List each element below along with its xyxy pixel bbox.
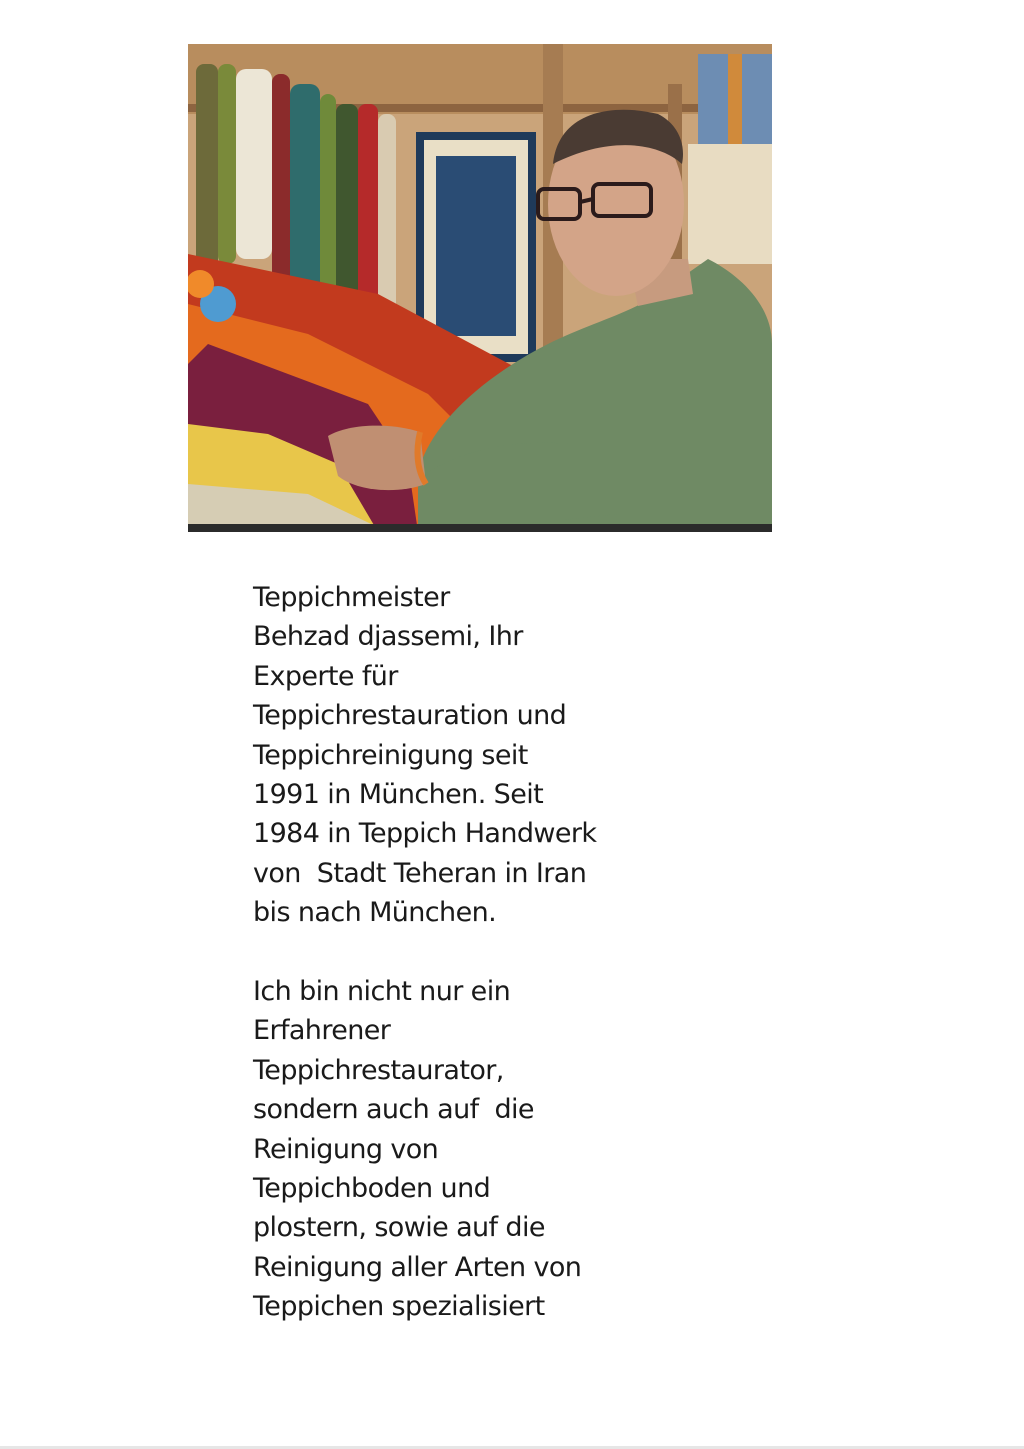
about-text xyxy=(253,578,653,1327)
paragraph-spacer xyxy=(253,933,653,972)
intro-paragraph xyxy=(253,578,653,933)
text-line: Reinigung aller Arten von xyxy=(253,1251,582,1283)
text-line: Teppichboden und xyxy=(253,1173,491,1205)
text-line: Experte für xyxy=(253,660,398,692)
text-line: Teppichreinigung seit xyxy=(253,739,528,771)
text-line: Teppichen spezialisiert xyxy=(253,1291,545,1323)
text-line: Teppichrestaurator, xyxy=(253,1054,504,1086)
text-line: Erfahrener xyxy=(253,1015,391,1047)
portrait-illustration xyxy=(188,44,772,532)
text-line: Behzad djassemi, Ihr xyxy=(253,621,523,653)
text-line: Teppichmeister xyxy=(253,582,450,613)
text-line: Teppichrestauration und xyxy=(253,700,567,732)
text-line: sondern auch auf die xyxy=(253,1094,534,1126)
text-line: bis nach München. xyxy=(253,897,497,929)
text-line: Ich bin nicht nur ein xyxy=(253,976,511,1008)
text-line: plostern, sowie auf die xyxy=(253,1212,545,1244)
portrait-photo xyxy=(188,44,772,532)
text-line: 1984 in Teppich Handwerk xyxy=(253,818,597,850)
text-line: 1991 in München. Seit xyxy=(253,779,544,811)
text-line: von Stadt Teheran in Iran xyxy=(253,857,587,889)
specialization-paragraph xyxy=(253,972,653,1327)
text-line: Reinigung von xyxy=(253,1133,439,1165)
